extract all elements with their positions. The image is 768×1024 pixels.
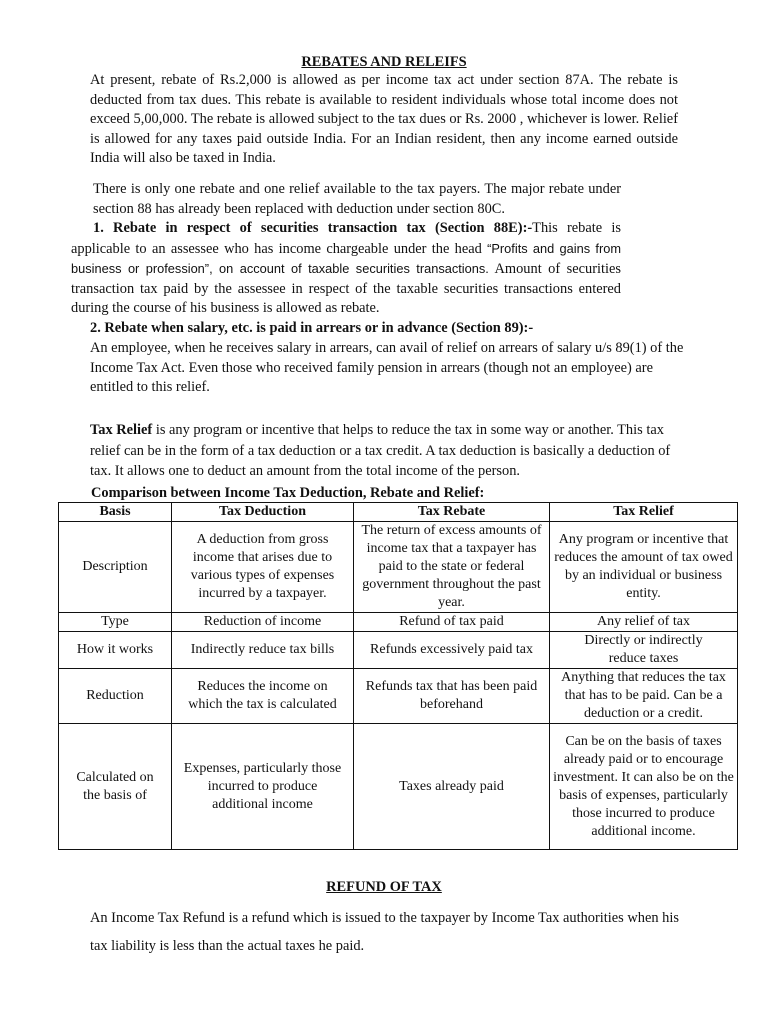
column-header-tax-deduction: Tax Deduction xyxy=(172,503,354,522)
table-cell: Can be on the basis of taxes already paid or to encourage investment. It can also be on the basis of expenses, particularly those incurred to produce additional income. xyxy=(550,724,738,850)
section-89-heading: 2. Rebate when salary, etc. is paid in arrears or in advance (Section 89):- xyxy=(90,320,534,336)
table-cell: Reduction of income xyxy=(172,613,354,632)
table-cell: Any program or incentive that reduces the amount of tax owed by an individual or business entity. xyxy=(550,522,738,613)
table-cell: Directly or indirectly reduce taxes xyxy=(550,632,738,669)
rebate-overview-paragraph xyxy=(71,180,621,319)
refund-paragraph: An Income Tax Refund is a refund which is issued to the taxpayer by Income Tax authorities when his tax liability is less than the actual taxes he paid. xyxy=(90,910,679,954)
comparison-heading: Comparison between Income Tax Deduction, Rebate and Relief: xyxy=(91,485,485,501)
page-title: REBATES AND RELEIFS xyxy=(301,54,467,70)
section-88e-text-2: Amount of securities transaction tax paid by the assessee in respect of the taxable securities transactions entered during the course of his business is allowed as rebate. xyxy=(71,261,621,316)
table-cell: Expenses, particularly those incurred to produce additional income xyxy=(172,724,354,850)
refund-section-title: REFUND OF TAX xyxy=(326,879,442,895)
table-cell: Description xyxy=(59,522,172,613)
table-cell: The return of excess amounts of income tax that a taxpayer has paid to the state or federal government throughout the past year. xyxy=(354,522,550,613)
table-cell: Refund of tax paid xyxy=(354,613,550,632)
table-cell: Any relief of tax xyxy=(550,613,738,632)
tax-relief-paragraph xyxy=(90,420,680,482)
section-88e-text-1: This rebate is applicable to an assessee who has income chargeable under the head xyxy=(71,220,622,257)
table-cell: Reduction xyxy=(59,669,172,724)
table-cell: Indirectly reduce tax bills xyxy=(172,632,354,669)
table-row xyxy=(59,669,738,724)
section-88e-text-sans: “Profits and gains from business or profession”, on account of taxable securities transactions. xyxy=(71,240,621,276)
rebate-intro-paragraph: At present, rebate of Rs.2,000 is allowed as per income tax act under section 87A. The rebate is deducted from tax dues. This rebate is available to resident individuals whose total income does not exceed 5,00,000. The rebate is allowed subject to the tax dues or Rs. 2000 , whichever is lower. Relief is allowed for any taxes paid outside India. For an Indian resident, then any income earned outside India will also be taxed in India. xyxy=(90,72,678,166)
table-cell: Reduces the income on which the tax is calculated xyxy=(172,669,354,724)
table-cell: Refunds excessively paid tax xyxy=(354,632,550,669)
table-row xyxy=(59,724,738,850)
table-cell: How it works xyxy=(59,632,172,669)
table-row xyxy=(59,632,738,669)
table-cell: Taxes already paid xyxy=(354,724,550,850)
table-row xyxy=(59,613,738,632)
table-cell: Calculated on the basis of xyxy=(59,724,172,850)
table-row xyxy=(59,522,738,613)
table-cell: A deduction from gross income that arises due to various types of expenses incurred by a taxpayer. xyxy=(172,522,354,613)
table-cell: Type xyxy=(59,613,172,632)
table-cell: Anything that reduces the tax that has to be paid. Can be a deduction or a credit. xyxy=(550,669,738,724)
column-header-basis: Basis xyxy=(59,503,172,522)
table-cell: Refunds tax that has been paid beforehand xyxy=(354,669,550,724)
tax-relief-term: Tax Relief xyxy=(90,422,153,438)
table-header-row xyxy=(59,503,738,522)
rebate-overview-text: There is only one rebate and one relief available to the tax payers. The major rebate under section 88 has already been replaced with deduction under section 80C. xyxy=(93,181,621,217)
tax-relief-text: is any program or incentive that helps to reduce the tax in some way or another. This tax relief can be in the form of a tax deduction or a tax credit. A tax deduction is basically a deduction of tax. It allows one to deduct an amount from the total income of the person. xyxy=(90,422,671,479)
column-header-tax-rebate: Tax Rebate xyxy=(354,503,550,522)
section-89-text: An employee, when he receives salary in arrears, can avail of relief on arrears of salary u/s 89(1) of the Income Tax Act. Even those who received family pension in arrears (though not an employee) are entitled to this relief. xyxy=(90,340,684,395)
section-88e-heading: 1. Rebate in respect of securities transaction tax (Section 88E):- xyxy=(93,220,533,236)
comparison-table xyxy=(58,502,738,850)
section-88e-block xyxy=(71,219,621,319)
column-header-tax-relief: Tax Relief xyxy=(550,503,738,522)
